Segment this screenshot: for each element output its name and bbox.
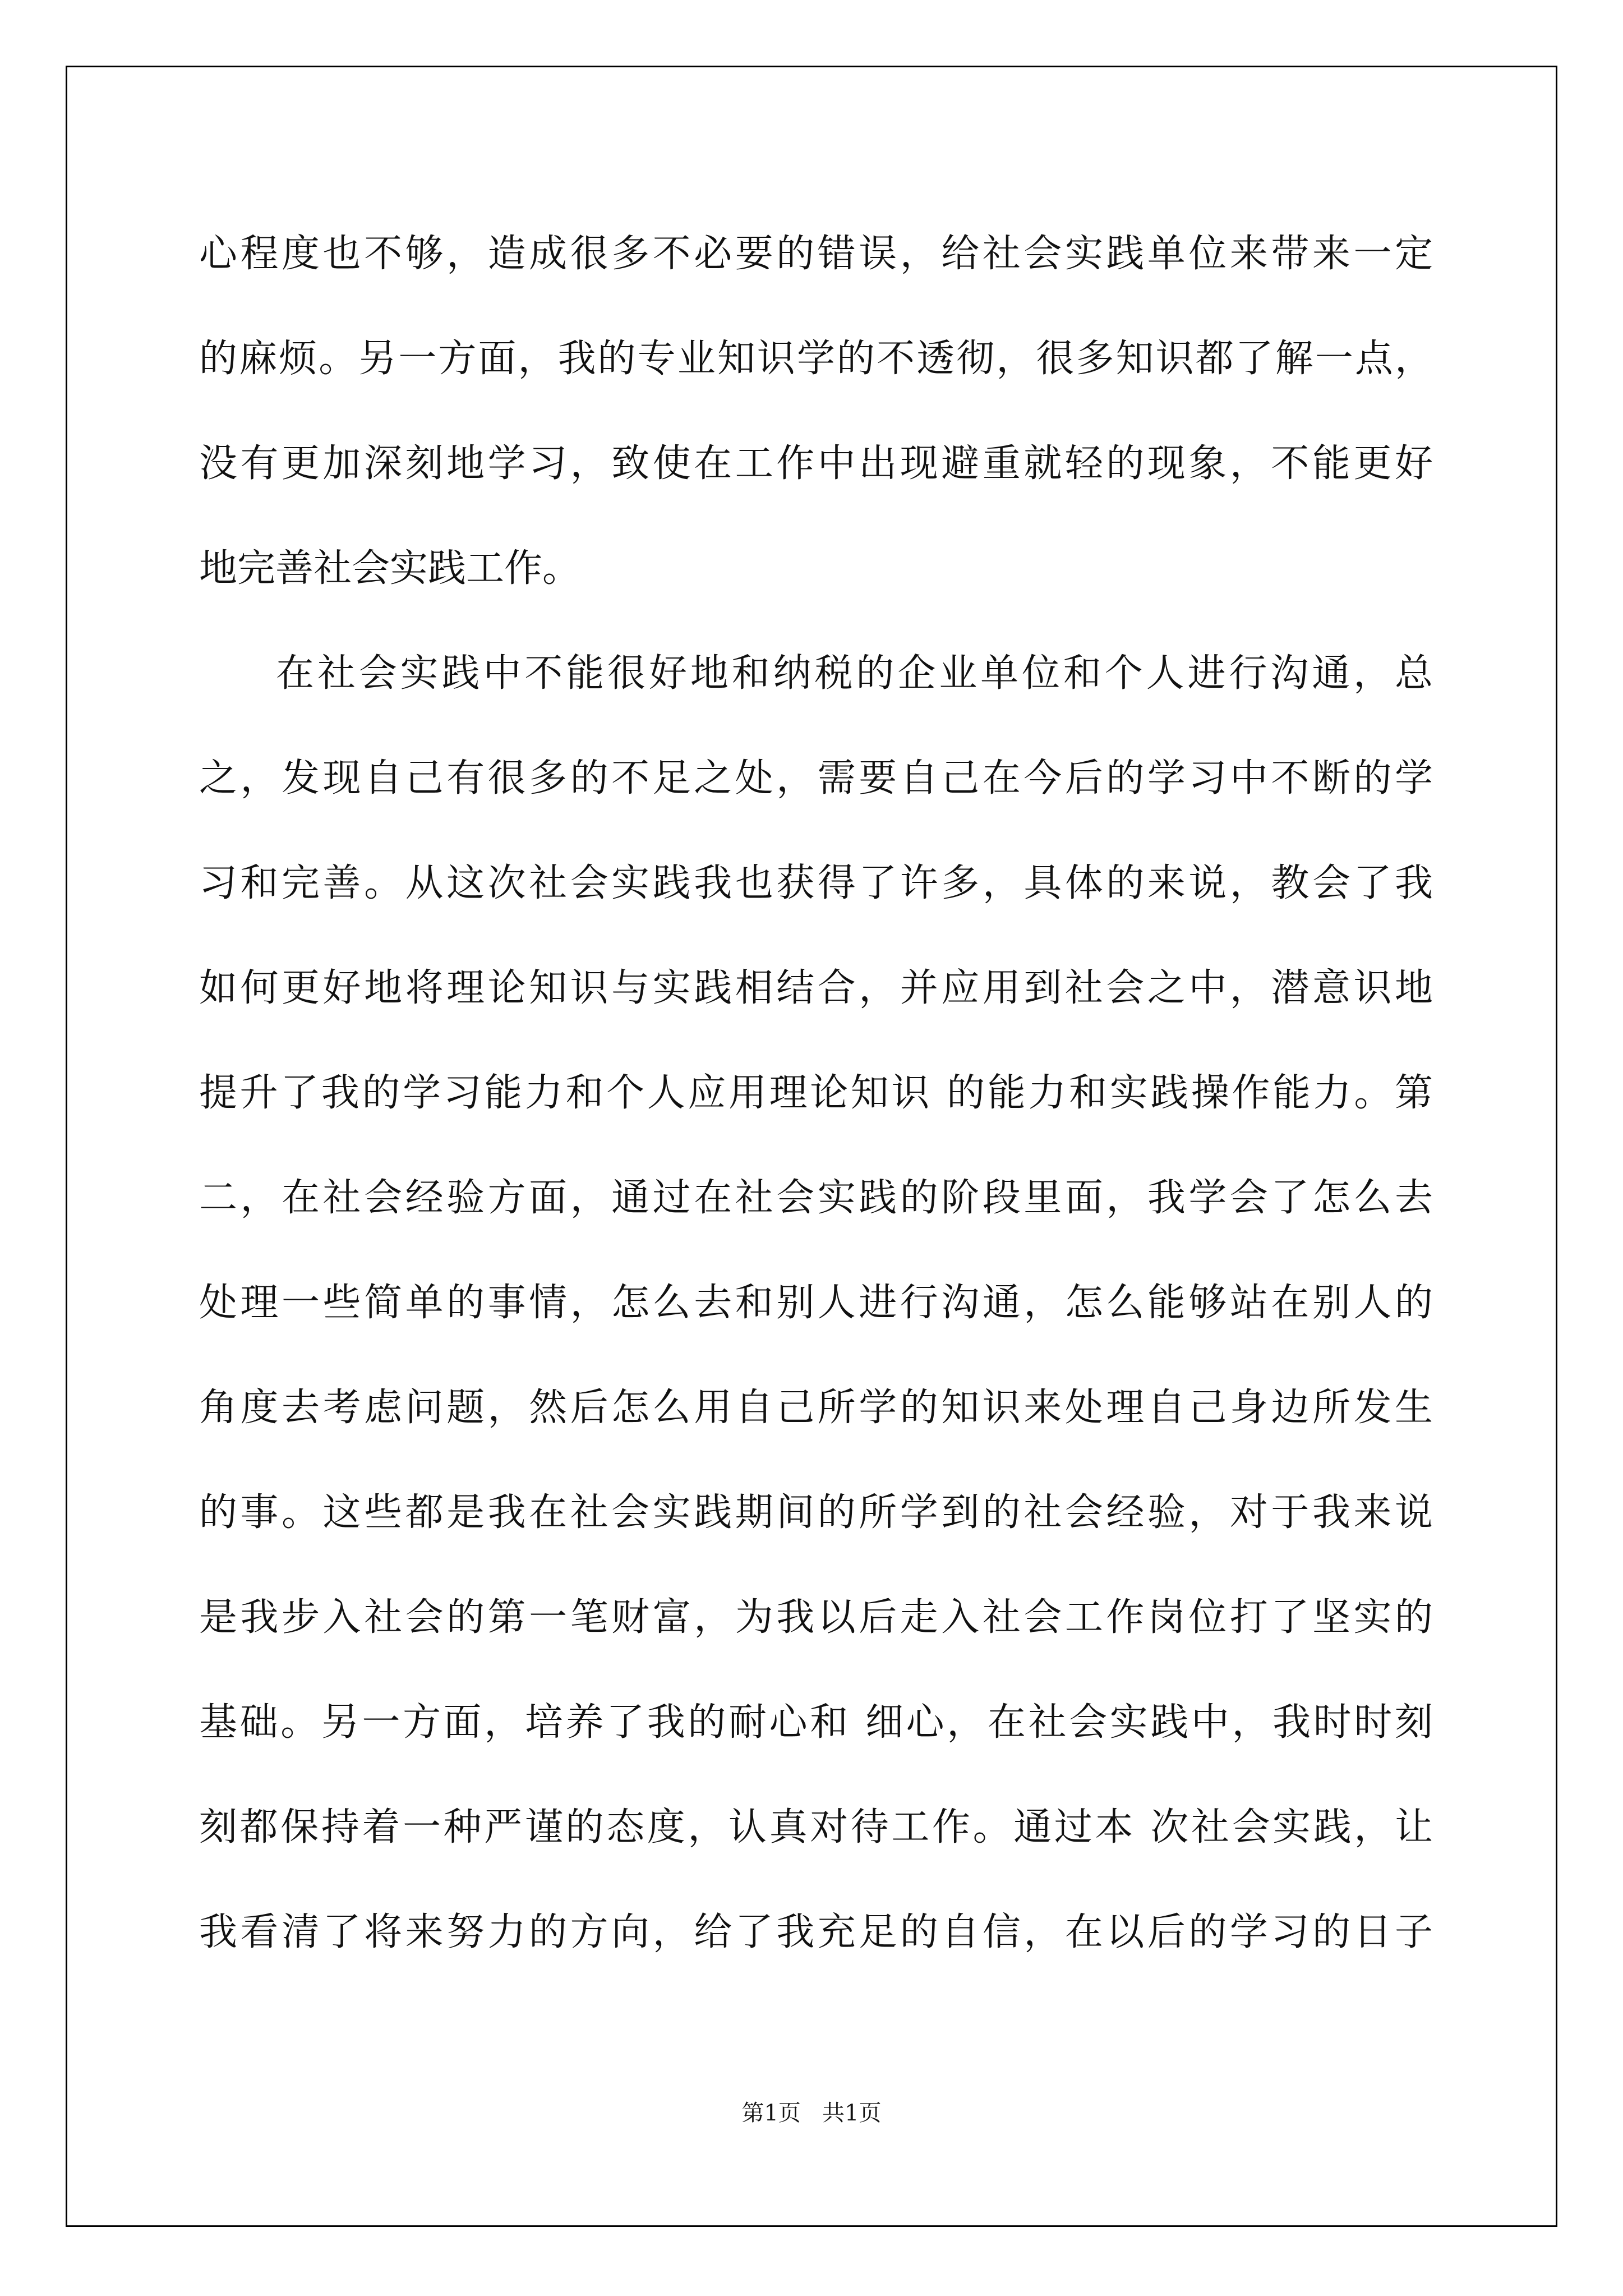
text-line: 如何更好地将理论知识与实践相结合，并应用到社会之中，潜意识地: [199, 966, 1433, 1010]
text-line: 习和完善。从这次社会实践我也获得了许多，具体的来说，教会了我: [199, 861, 1433, 905]
text-line: 心程度也不够，造成很多不必要的错误，给社会实践单位来带来一定: [199, 232, 1433, 276]
text-line: 没有更加深刻地学习，致使在工作中出现避重就轻的现象，不能更好: [199, 441, 1433, 486]
page-footer: 第1页 共1页: [741, 2100, 882, 2126]
text-line: 的麻烦。另一方面，我的专业知识学的不透彻，很多知识都了解一点，: [199, 337, 1433, 381]
text-line: 我看清了将来努力的方向，给了我充足的自信，在以后的学习的日子: [199, 1910, 1433, 1954]
text-line: 在社会实践中不能很好地和纳税的企业单位和个人进行沟通，总: [276, 651, 1433, 696]
text-line: 提升了我的学习能力和个人应用理论知识 的能力和实践操作能力。第: [199, 1071, 1433, 1115]
page-border: [66, 66, 1557, 2227]
text-line: 是我步入社会的第一笔财富，为我以后走入社会工作岗位打了坚实的: [199, 1595, 1433, 1640]
text-line: 角度去考虑问题，然后怎么用自己所学的知识来处理自己身边所发生: [199, 1386, 1433, 1430]
text-line: 的事。这些都是我在社会实践期间的所学到的社会经验，对于我来说: [199, 1490, 1433, 1535]
text-line: 基础。另一方面，培养了我的耐心和 细心，在社会实践中，我时时刻: [199, 1700, 1433, 1745]
text-line: 地完善社会实践工作。: [199, 546, 581, 591]
text-line: 刻都保持着一种严谨的态度，认真对待工作。通过本 次社会实践，让: [199, 1805, 1433, 1849]
text-line: 处理一些简单的事情，怎么去和别人进行沟通，怎么能够站在别人的: [199, 1281, 1433, 1325]
text-line: 二，在社会经验方面，通过在社会实践的阶段里面，我学会了怎么去: [199, 1176, 1433, 1220]
text-line: 之，发现自己有很多的不足之处，需要自己在今后的学习中不断的学: [199, 756, 1433, 800]
